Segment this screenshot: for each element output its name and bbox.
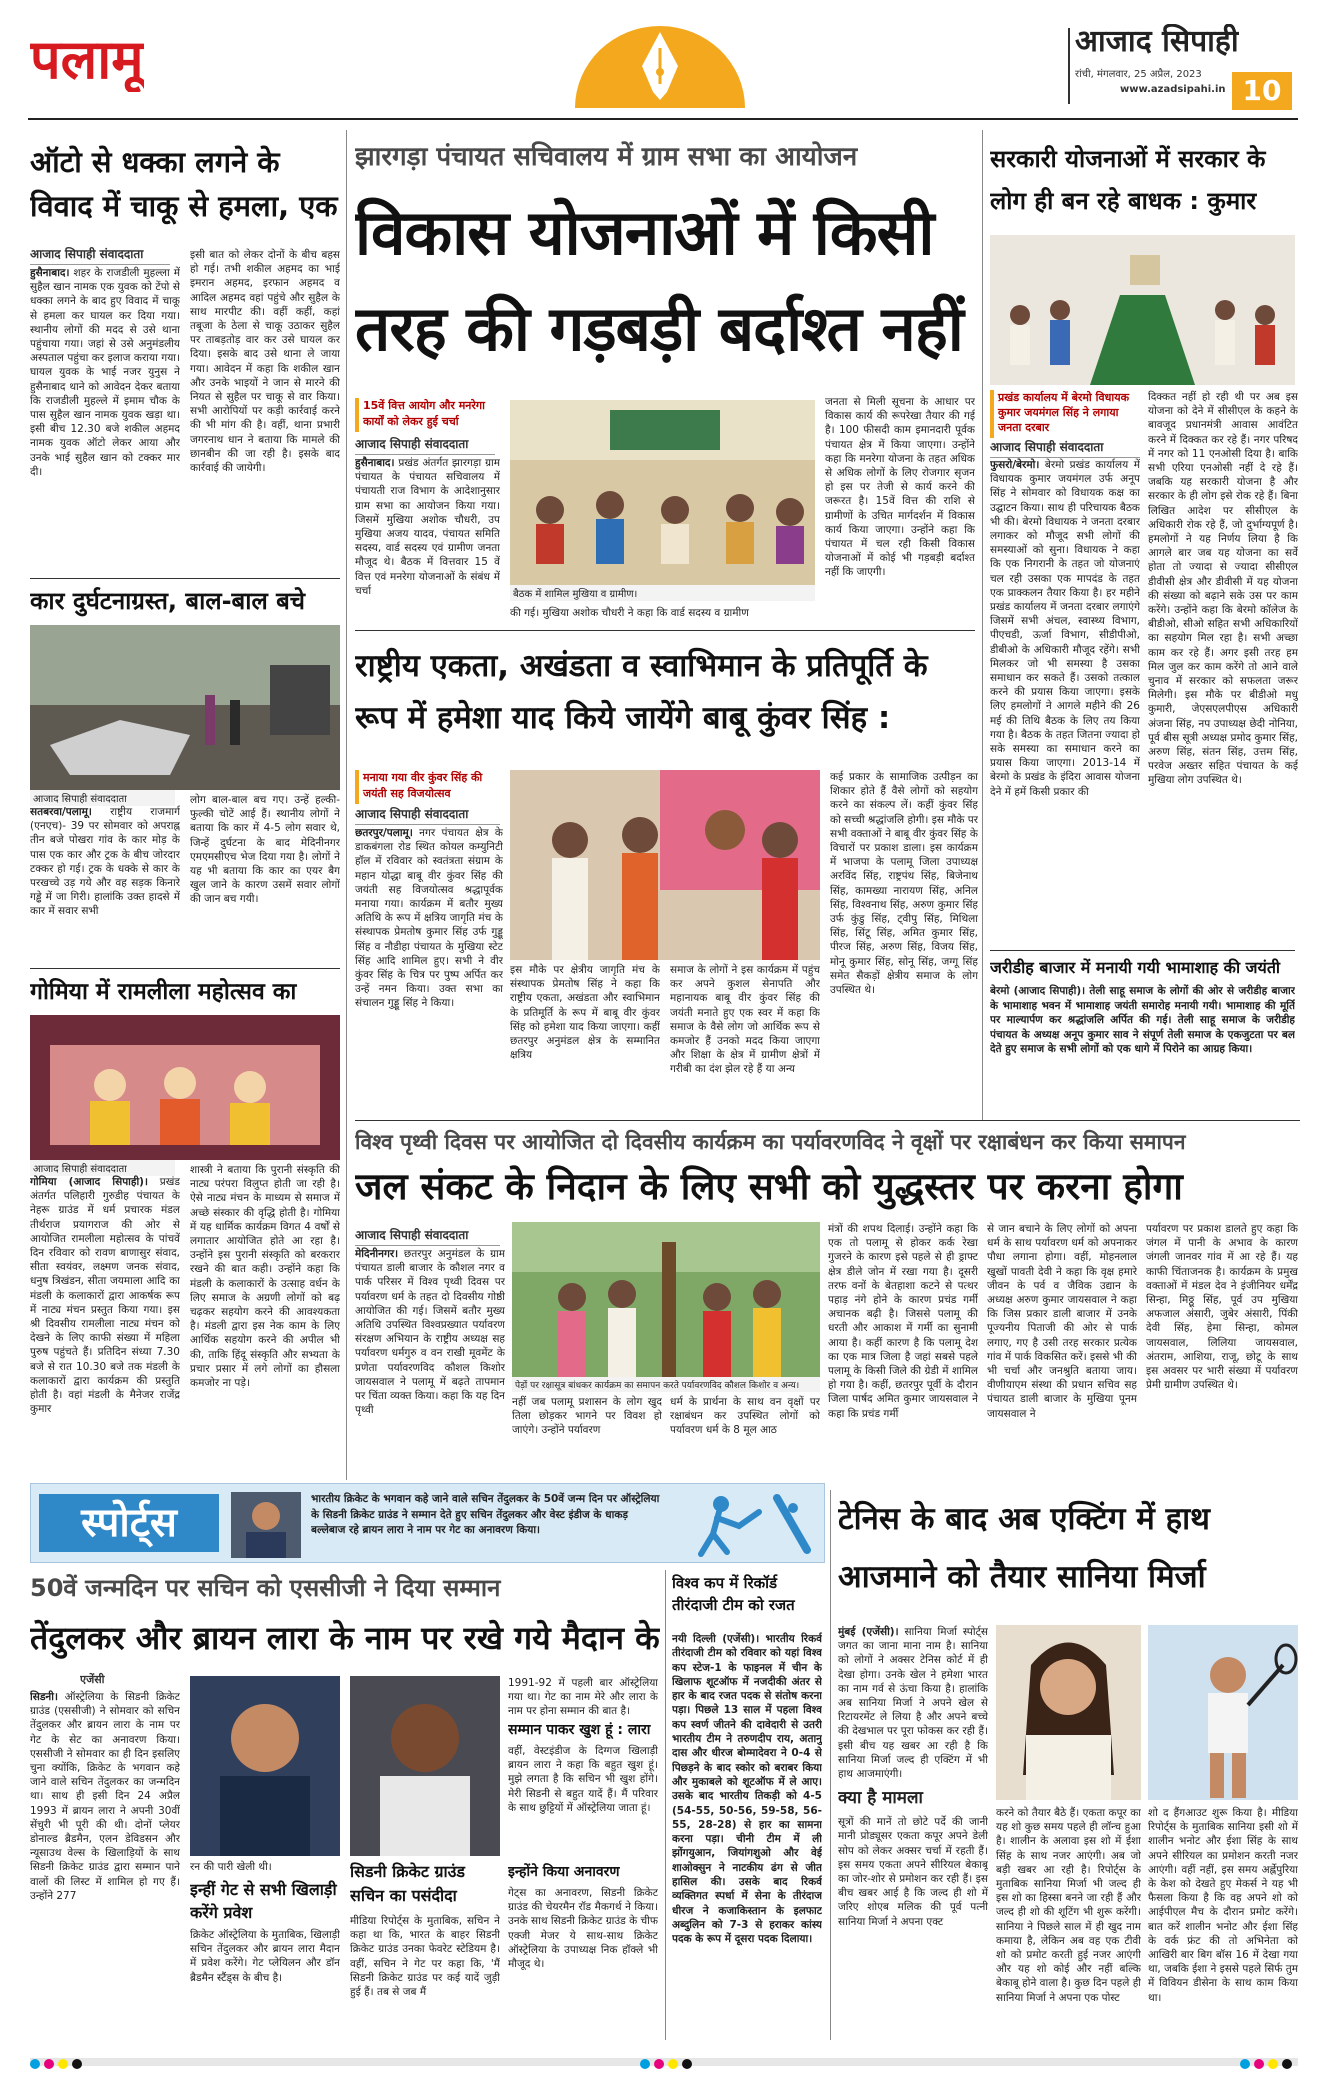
- ramlila-photo: [30, 1015, 340, 1160]
- sachin-col4: वहीं, वेस्टइंडीज के दिग्गज खिलाड़ी ब्रायन लारा ने कहा कि बहुत खुश हूं। मुझे लगता है कि सचिन भी खुश होंगे। मेरी सिडनी से बहुत यादें हैं। मैं परिवार के साथ छुट्टियों में ऑस्ट्रेलिया जाता हूं।: [508, 1745, 658, 1814]
- sania-tennis-photo: [1148, 1625, 1298, 1800]
- kunwar-col4: कई प्रकार के सामाजिक उत्पीड़न का शिकार होते हैं वैसे लोगों को सहयोग करने का संकल्प लें। कहीं कुंवर सिंह को सच्ची श्रद्धांजलि होगी। इस मौके पर सभी वक्ताओं ने बाबू वीर कुंवर सिंह के विचारों पर प्रकाश डाला। इस कार्यक्रम में भाजपा के पलामू जिला उपाध्यक्ष अरविंद सिंह, राष्ट्रपंथ सिंह, बिजेनाथ सिंह, कामख्या नारायण सिंह, अनिल सिंह, विश्वनाथ सिंह, अरुण कुमार सिंह उर्फ कुंडु सिंह, ट्वीपु सिंह, मिथिला सिंह, सिंटू सिंह, अमित कुमार सिंह, पीरज सिंह, अरुण सिंह, विजय सिंह, मोनू कुमार सिंह, सोनू सिंह, जग्गू सिंह समेत सैकड़ों क्षेत्रीय समाज के लोग उपस्थित थे।: [830, 771, 978, 997]
- paper-name: आजाद सिपाही: [1075, 24, 1239, 59]
- archery-body: नयी दिल्ली (एजेंसी)। भारतीय रिकर्व तीरंदाजी टीम को रविवार को यहां विश्व कप स्टेज-1 के फाइनल में चीन के खिलाफ शूटऑफ में नजदीकी अंतर से हार के बाद रजत पदक से संतोष करना पड़ा। पिछले 13 साल में पहला विश्व कप स्वर्ण जीतने की दावेदारी से उतरी भारतीय टीम ने तरुणदीप राय, अतानु दास और धीरज बोम्मादेवरा ने 0-4 से पिछड़ने के बाद स्कोर को बराबर किया और मुकाबले को शूटऑफ में ले आए। उसके बाद भारतीय तिकड़ी को 4-5 (54-55, 50-56, 59-58, 56-55, 28-28) से हार का सामना करना पड़ा। चीनी टीम में ली झोंगयुआन, जियांगशुओ और वेई शाओक्सुन ने नाटकीय ढंग से जीत हासिल की। उसके बाद रिकर्व व्यक्तिगत स्पर्धा में सेना के तीरंदाज धीरज ने कजाकिस्तान के इलफाट अब्दुलिन को 7-3 से हराकर कांस्य पदक के रूप में दूसरा पदक दिलाया।: [672, 1633, 822, 1946]
- cricket-icon: [681, 1490, 819, 1558]
- sachin-col2: क्रिकेट ऑस्ट्रेलिया के मुताबिक, खिलाड़ी सचिन तेंदुलकर और ब्रायन लारा मैदान में प्रवेश करेंगे। गेट प्लेयिलन और डॉन ब्रैडमैन स्टैंड्स के बीच है।: [190, 1929, 340, 1984]
- sports-promo: भारतीय क्रिकेट के भगवान कहे जाने वाले सचिन तेंदुलकर के 50वें जन्म दिन पर ऑस्ट्रेलिया के सिडनी क्रिकेट ग्राउंड ने सम्मान देते हुए सचिन तेंदुलकर और वेस्ट इंडीज के धाकड़ बल्लेबाज रहे ब्रायन लारा ने नाम पर गेट का अनावरण किया।: [311, 1493, 660, 1536]
- kunwar-lead: छतरपुर/पलामू।: [355, 827, 413, 839]
- archery-headline: विश्व कप में रिकॉर्ड तीरंदाजी टीम को रजत: [672, 1574, 795, 1614]
- column-rule: [665, 1570, 666, 2040]
- ashok-body-1: प्रखंड अंतर्गत झारगड़ा ग्राम पंचायत के पंचायत सचिवालय में पंचायती राज विभाग के आदेशानुसार ग्राम सभा का आयोजन किया गया। जिसमें मुखिया अशोक चौधरी, उप मुखिया अजय यादव, पंचायत समिति सदस्य, वार्ड सदस्य एवं ग्रामीण जनता मौजूद थे। बैठक में वित्तवार 15 वें वित्त एवं मनरेगा योजनाओं के संबंध में चर्चा: [355, 457, 500, 597]
- rule: [355, 630, 975, 631]
- jal-lead: मेदिनीनगर।: [355, 1248, 399, 1260]
- website: www.azadsipahi.in: [1120, 84, 1226, 95]
- section-title: पलामू: [30, 28, 144, 91]
- kunwar-headline: राष्ट्रीय एकता, अखंडता व स्वाभिमान के प्रतिपूर्ति के रूप में हमेशा याद किये जायेंगे बाबू कुंवर सिंह :: [355, 648, 928, 736]
- kunwar-col3: समाज के लोगों ने इस कार्यक्रम में पहुंच कर अपने कुशल सेनापति और महानायक बाबू वीर कुंवर सिंह की जयंती मनाते हुए एक स्वर में कहा कि समाज के वैसे लोग जो आर्थिक रूप से कमजोर हैं उनको मदद किया जाएगा और शिक्षा के क्षेत्र में ग्रामीण क्षेत्रों में गरीबी का दंश झेल रहे हैं या अन्य: [670, 964, 820, 1076]
- ashok-col2: की गई। मुखिया अशोक चौधरी ने कहा कि वार्ड सदस्य व ग्रामीण: [510, 607, 749, 619]
- ashok-subhead: 15वें वित्त आयोग और मनरेगा कार्यों को लेकर हुई चर्चा: [355, 398, 495, 432]
- gram-sabha-photo: [510, 400, 815, 585]
- sachin-lead: सिडनी।: [30, 1691, 58, 1703]
- jaimangal-col1: [990, 458, 1140, 946]
- ramlila-col1: [30, 1175, 180, 1475]
- ramlila-caption: आजाद सिपाही संवाददाता: [30, 1160, 175, 1176]
- jal-col6: पर्यावरण पर प्रकाश डालते हुए कहा कि जंगल में पानी के अभाव के कारण जंगली जानवर गांव में आ रहे हैं। यह काफी चिंताजनक है। कार्यक्रम के प्रमुख वक्ताओं में मंडल देव ने इंजीनियर धर्मेंद्र सिन्हा, मिठ्ठू सिंह, पूर्व उप मुखिया अफजाल अंसारी, जुबेर अंसारी, पिंकी देवी सिंह, हेमा सिन्हा, कोमल जायसवाल, लिलिया जायसवाल, अंतराम, आशिया, राजू, छोटू के साथ इस अवसर पर भारी संख्या में पर्यावरण प्रेमी ग्रामीण उपस्थित थे।: [1146, 1223, 1298, 1392]
- kunwar-subhead: मनाया गया वीर कुंवर सिंह की जयंती सह विजयोत्सव: [355, 770, 500, 804]
- car-accident-photo: [30, 625, 340, 790]
- car-caption: आजाद सिपाही संवाददाता: [30, 790, 175, 806]
- jaimangal-subhead: प्रखंड कार्यालय में बेरमो विधायक कुमार जयमंगल सिंह ने लगाया जनता दरबार: [990, 390, 1140, 438]
- color-dots-left: [30, 2054, 86, 2072]
- kunwar-byline: आजाद सिपाही संवाददाता: [355, 805, 500, 825]
- ashok-kicker: झारगड़ा पंचायत सचिवालय में ग्राम सभा का आयोजन: [355, 142, 858, 172]
- ashok-col1: [355, 456, 500, 626]
- column-rule: [830, 1490, 831, 2040]
- ramlila-headline: गोमिया में रामलीला महोत्सव का: [30, 979, 297, 1005]
- sania-subhead: क्या है मामला: [838, 1788, 923, 1809]
- sania-col1: [838, 1625, 988, 2040]
- sachin-col2-top: रन की पारी खेली थी।: [190, 1861, 272, 1873]
- sachin-headline: तेंदुलकर और ब्रायन लारा के नाम पर रखे गये मैदान के: [30, 1619, 660, 1657]
- kunwar-body-1: नगर पंचायत क्षेत्र के डाकबंगला रोड स्थित कोयल कम्युनिटी हॉल में रविवार को स्वतंत्रता संग्राम के महान योद्धा बाबू वीर कुंवर सिंह की जयंती सह विजयोत्सव श्रद्धापूर्वक मनाया गया। कार्यक्रम में बतौर मुख्य अतिथि के रूप में क्षत्रिय जागृति मंच के संस्थापक प्रेमतोष कुमार सिंह उर्फ गुड्डू सिंह व नौडीहा पंचायत के मुखिया स्टेट सिंह आदि शामिल हुए। सभी ने वीर कुंवर सिंह के चित्र पर पुष्प अर्पित कर उन्हें नमन किया। उक्त सभा का संचालन गुड्डू सिंह ने किया।: [355, 827, 503, 1010]
- jal-col5: से जान बचाने के लिए लोगों को अपना धर्म के साथ पर्यावरण धर्म को अपनाकर पौधा लगाना होगा। वहीं, मोहनलाल खुखों पावती देवी ने कहा कि वृक्ष हमारे जीवन के पर्व व जैविक उद्यान के अध्यक्ष अरुण कुमार जायसवाल ने कहा कि जिस प्रकार डाली बाजार में उनके पूज्यनीय पिताजी की ओर से पार्क लगाए, गए है उसी तरह सरकार प्रत्येक गांव में पार्क विकसित करें। इससे भी की भी चर्चा और जनश्रुति बताया जाय। वीणीयाएम संस्था की प्रधान सचिव सह पंचायत डाली बाजार के मुखिया पूनम जायसवाल ने: [987, 1223, 1137, 1420]
- masthead-divider: [1068, 28, 1070, 104]
- sachin-body-1: ऑस्ट्रेलिया के सिडनी क्रिकेट ग्राउंड (एससीजी) ने सोमवार को सचिन तेंदुलकर और ब्रायन लारा के नाम पर गेट के सेट का अनावरण किया। एससीजी ने सोमवार का ही दिन इसलिए चुना क्योंकि, क्रिकेट के भगवान कहे जाने वाले सचिन तेंदुलकर का जन्मदिन था। साथ ही इसी दिन 24 अप्रैल 1993 में ब्रायन लारा ने अपनी 30वीं सेंचुरी भी पूरी की थी। दोनों प्लेयर डोनाल्ड ब्रैडमैन, एलन डेविडसन और न्यूसाउथ वेल्स के खिलाड़ियों के साथ सिडनी क्रिकेट ग्राउंड द्वारा सम्मान पाने वालों की लिस्ट में शामिल हो गए हैं। उन्होंने 277: [30, 1691, 180, 1902]
- sania-col2: करने को तैयार बैठे हैं। एकता कपूर का यह शो कुछ समय पहले ही लॉन्च हुआ है। शालीन के अलावा इस शो में ईशा सिंह के साथ नजर आएंगी। अब जो बड़ी खबर आ रही है। रिपोर्ट्स के मुताबिक सानिया मिर्जा भी जल्द ही इस शो का हिस्सा बनने जा रही हैं और जल्द ही शो की शूटिंग भी शुरू करेंगी। सानिया ने पिछले साल में ही खुद नाम कमाया है, लेकिन अब वह एक टीवी शो को प्रमोट करती हुई नजर आएंगी और यह शो कोई और नहीं बल्कि बेकाबू होने वाला है। कुछ दिन पहले ही सानिया मिर्जा ने अपना एक पोस्ट: [996, 1807, 1141, 2004]
- car-headline: कार दुर्घटनाग्रस्त, बाल-बाल बचे: [30, 587, 306, 615]
- sachin-col4-top: 1991-92 में पहली बार ऑस्ट्रेलिया गया था। गेट का नाम मेरे और लारा के नाम पर होना सम्मान की बात है।: [508, 1677, 658, 1718]
- color-dots-right: [1240, 2054, 1296, 2072]
- sachin-photo: [190, 1676, 340, 1856]
- color-dots-center: [640, 2054, 696, 2072]
- jal-col3: धर्म के प्रार्थना के साथ वन वृक्षों पर रक्षाबंधन कर उपस्थित लोगों को पर्यावरण धर्म के 8 मूल आठ: [670, 1396, 820, 1437]
- sania-headline: टेनिस के बाद अब एक्टिंग में हाथ आजमाने को तैयार सानिया मिर्जा: [838, 1501, 1210, 1595]
- rule: [30, 968, 340, 969]
- kunwar-col2: इस मौके पर क्षेत्रीय जागृति मंच के संस्थापक प्रेमतोष सिंह ने कहा कि राष्ट्रीय एकता, अखंडता और स्वाभिमान के प्रतिमूर्ति के रूप में बाबू वीर कुंवर सिंह को हमेशा याद किया जाएगा। कहीं छतरपुर अनुमंडल क्षेत्र के सम्मानित क्षत्रिय: [510, 964, 660, 1062]
- jaimangal-headline: सरकारी योजनाओं में सरकार के लोग ही बन रहे बाधक : कुमार: [990, 145, 1266, 215]
- sachin-col3: मीडिया रिपोर्ट्स के मुताबिक, सचिन ने कहा था कि, भारत के बाहर सिडनी क्रिकेट ग्राउंड उनका फेवरेट स्टेडियम है। वहीं, सचिन ने गेट पर कहा कि, 'मैं सिडनी क्रिकेट ग्राउंड पर कई यादें जुड़ी हुई हैं। तब से जब मैं: [350, 1915, 500, 1999]
- jal-col1: [355, 1247, 505, 1475]
- jal-body-1: छतरपुर अनुमंडल के ग्राम पंचायत डाली बाजार के कौशल नगर व पार्क परिसर में विश्व पृथ्वी दिवस पर पर्यावरण धर्म के तहत दो दिवसीय गोष्ठी आयोजित की गई। जिसमें बतौर मुख्य अतिथि उपस्थित विश्वप्रख्यात पर्यावरण संरक्षण अभियान के राष्ट्रीय अध्यक्ष सह पर्यावरण धर्मगुरु व वन राखी मूवमेंट के प्रणेता पर्यावरणविद कौशल किशोर जायसवाल ने पलामू में बढ़ते तापमान पर चिंता व्यक्त किया। कहा कि यह दिन पृथ्वी: [355, 1248, 505, 1417]
- lara-subhead: सम्मान पाकर खुश हूं : लारा: [508, 1722, 651, 1738]
- ashok-headline: विकास योजनाओं में किसी तरह की गड़बड़ी बर्दाश्त नहीं: [355, 196, 963, 365]
- dateline: रांची, मंगलवार, 25 अप्रैल, 2023: [1075, 69, 1202, 80]
- tree-rakhi-caption: पेड़ों पर रक्षासूत्र बांधकर कार्यक्रम का समापन करते पर्यावरणविद कौशल किशोर व अन्य।: [512, 1377, 820, 1392]
- auto-lead: हुसैनाबाद।: [30, 267, 70, 279]
- jaimangal-body-1: बेरमो प्रखंड कार्यालय में विधायक कुमार जयमंगल उर्फ अनूप सिंह ने सोमवार को विधायक कक्ष का उद्घाटन किया। साथ ही परिचायक बैठक भी की। बेरमो विधायक ने जनता दरबार लगाकर को मौजूद सभी लोगों की समस्याओं को सुना। विधायक ने कहा कि एक निगरानी के तहत जो योजनाएं चल रही उसका एक मापदंड के तहत एक प्राक्कलन तैयार किया है। हर महीने प्रखंड कार्यालय में जनता दरबार लगाएंगे जिसमें सभी अंचल, स्वास्थ्य विभाग, पीएचडी, ऊर्जा विभाग, सीडीपीओ, डीबीओ के अधिकारी मौजूद रहेंगे। सभी मिलकर जो भी समस्या है उसका समाधान कर सकते हैं। उसको तत्काल करने की प्रयास किया जाएगा। इसके लिए हमलोगों ने आगले महीने की 26 मई की तिथि बैठक के लिए तय किया गया है। बैठक के तहत जितना ज्यादा हो सके समस्या का समाधान करने का प्रयास किया जाएगा। 2013-14 में बेरमो के प्रखंड के इंदिरा आवास योजना देने में हमें किसी प्रकार की: [990, 459, 1140, 798]
- sania-body-1: सानिया मिर्जा स्पोर्ट्स जगत का जाना माना नाम है। सानिया को लोगों ने अक्सर टेनिस कोर्ट में ही देखा होगा। उनके खेल ने हमेशा भारत का नाम गर्व से ऊंचा किया है। हालांकि अब सानिया मिर्जा ने अपने खेल से रिटायरमेंट ले लिया है और अपने बच्चे की देखभाल पर पूरा फोकस कर रही हैं। इसी बीच यह खबर आ रही है कि सानिया मिर्जा जल्द ही एक्टिंग में भी हाथ आजमाएंगी।: [838, 1626, 988, 1781]
- gate-subhead: इन्हीं गेट से सभी खिलाड़ी करेंगे प्रवेश: [190, 1880, 337, 1922]
- ramlila-col2: शास्त्री ने बताया कि पुरानी संस्कृति की नाट्य परंपरा विलुप्त होती जा रही है। ऐसे नाट्य मंचन के माध्यम से समाज में अच्छे संस्कार की वृद्धि होती है। गोमिया में यह धार्मिक कार्यक्रम विगत 4 वर्षों से लगातार आयोजित होते आ रहा है। उन्होंने इस पुरानी संस्कृति को बरकरार रखने की बात कही। उन्होंने कहा कि मंडली के कलाकारों के उत्साह वर्धन के लिए समाज के अग्रणी लोगों को बढ़ चढ़कर सहयोग करने की आवश्यकता है। मंडली द्वारा इस नेक काम के लिए आर्थिक सहयोग करने की अपील भी की, ताकि हिंदू संस्कृति और सभ्यता के प्रचार प्रसार में लगे लोगों का हौसला कमजोर ना पड़े।: [190, 1164, 340, 1390]
- page-number: 10: [1232, 72, 1292, 110]
- sania-body-1b: सूत्रों की मानें तो छोटे पर्दे की जानी मानी प्रोड्यूसर एकता कपूर अपने डेली सोप को लेकर अक्सर चर्चा में रहती हैं। इस समय एकता अपने सीरियल बेकाबू का जोर-शोर से प्रमोशन कर रही हैं। इस बीच खबर आई है कि जल्द ही शो में जरिए शोएब मलिक की पूर्व पत्नी सानिया मिर्जा ने अपना एक्ट: [838, 1816, 988, 1928]
- pen-nib-icon: [575, 26, 745, 108]
- ashok-byline: आजाद सिपाही संवाददाता: [355, 435, 495, 455]
- jaimangal-byline: आजाद सिपाही संवाददाता: [990, 438, 1140, 458]
- jaimangal-col2: दिक्कत नहीं हो रही थी पर अब इस योजना को देने में सीसीएल के कहने के बावजूद प्रधानमंत्री आवास आवंटित करने में दिक्कत कर रहे हैं। नगर परिषद में नगर को 11 एनओसी दिया है। बाकि सभी एरिया एनओसी नहीं दे रहे हैं। जबकि यह सरकारी योजना है और सरकार के ही लोग इसे रोक रहे हैं। बिना लिखित आदेश पर सीसीएल के अधिकारी रोक रहे हैं, जो दुर्भाग्यपूर्ण है। हमलोगों ने यह निर्णय लिया है कि आगले बार जब यह योजना का सर्वे होता तो ज्यादा से ज्यादा सीसीएल डीवीसी क्षेत्र और डीवीसी में यह योजना की संख्या को बढ़ाने सके उस पर काम करेंगे। उन्होंने कहा कि बेरमो कॉलेज के बीडीओ, सीओ सहित सभी अधिकारियों का सहयोग मिल रहा है। सभी अच्छा काम कर रहे हैं। अगर इसी तरह हम मिल जुल कर काम करेंगे तो आने वाले चुनाव में सरकार को सफलता जरूर मिलेगी। इस मौके पर बीडीओ मधु कुमारी, जेएसएलपीएस अधिकारी अंजना सिंह, नप उपाध्यक्ष छेदी नोनिया, पूर्व बीस सूत्री अध्यक्ष प्रमोद कुमार सिंह, अरुण सिंह, संतन सिंह, उत्तम सिंह, परवेज अख्तर सहित पंचायत के कई मुखिया लोग उपस्थित थे।: [1148, 391, 1298, 787]
- masthead: [0, 0, 1325, 112]
- print-registration-strip: [30, 2052, 1298, 2072]
- auto-byline: आजाद सिपाही संवाददाता: [30, 245, 170, 265]
- column-rule: [982, 130, 983, 1120]
- unveil-subhead: इन्होंने किया अनावरण: [508, 1864, 620, 1880]
- jaimangal-lead: फुसरो/बेरमो।: [990, 459, 1040, 471]
- ashok-col3: जनता से मिली सूचना के आधार पर विकास कार्य की रूपरेखा तैयार की गई है। 100 फीसदी काम इमानदारी पूर्वक पंचायत क्षेत्र में किया जाएगा। उन्होंने कहा कि मनरेगा योजना के तहत अधिक से अधिक लोगों के लिए रोजगार सृजन हो इस पर तेजी से कार्य करने की जरूरत है। 15वें वित्त की राशि से ग्रामीणों के उचित मार्गदर्शन में विकास कार्य किया जाएगा। उन्होंने कहा कि पंचायत में चल रही किसी विकास योजनाओं में कोई भी गड़बड़ी बर्दाश्त नहीं कि जाएगी।: [825, 396, 975, 579]
- auto-body-1: शहर के राजडीली मुहल्ला में सुहैल खान नामक एक युवक को टेंपो से धक्का लगने के बाद हुए विवाद में चाकू से हमला कर घायल कर दिया गया। स्थानीय लोगों की मदद से उसे थाना पहुंचाया गया। जहां से उसे अनुमंडलीय अस्पताल पहुंचा कर इलाज कराया गया। घायल युवक के भाई नजर युनुस ने हुसैनाबाद थाने को आवेदन देकर बताया कि राजडीली मुहल्ले में इमाम चौक के पास सुहैल खान नामक युवक खड़ा था। इसी बीच 12.30 बजे शकील अहमद नामक युवक ऑटो लेकर आया और उनके भाई सुहैल खान को टक्कर मार दी।: [30, 267, 180, 478]
- kunwar-singh-photo: [510, 770, 820, 960]
- jal-kicker: विश्व पृथ्वी दिवस पर आयोजित दो दिवसीय कार्यक्रम का पर्यावरणविद ने वृक्षों पर रक्षाबंधन कर किया समापन: [355, 1130, 1186, 1154]
- rule: [30, 578, 340, 579]
- rule: [990, 950, 1295, 951]
- sports-label: स्पोर्ट्स: [39, 1494, 219, 1552]
- masthead-logo: [575, 26, 745, 108]
- column-rule: [346, 130, 347, 1480]
- jal-headline: जल संकट के निदान के लिए सभी को युद्धस्तर पर करना होगा: [355, 1165, 1183, 1208]
- gram-sabha-caption: बैठक में शामिल मुखिया व ग्रामीण।: [510, 585, 815, 601]
- jaimangal-meeting-photo: [990, 235, 1295, 385]
- sania-col3: शो द हैंगआउट शुरू किया है। मीडिया रिपोर्ट्स के मुताबिक सानिया इसी शो में शालीन भनोट और ईशा सिंह के साथ अपने सीरियल का प्रमोशन करती नजर आएंगी। वहीं नहीं, इस समय अर्ह्नेपुरिया के केश को देखते हुए मेकर्स ने यह भी फैसला किया है कि वह अपने शो को आईपीएल मैच के दौरान प्रमोट करेंगे। बात करें शालीन भनोट और ईशा सिंह के वर्क फ्रंट की तो अभिनेता को आखिरी बार बिग बॉस 16 में देखा गया था, जबकि ईशा ने इससे पहले सिर्फ तुम में विवियन डीसेना के साथ काम किया था।: [1148, 1807, 1298, 2004]
- auto-headline: ऑटो से धक्का लगने के विवाद में चाकू से हमला, एक: [30, 145, 338, 223]
- jal-col2: नहीं जब पलामू प्रशासन के लोग खुद तिला छोड़कर भागने पर विवश हो जाएंगे। उन्होंने पर्यावरण: [512, 1396, 662, 1437]
- sania-photo: [996, 1625, 1141, 1800]
- ramlila-body-1: प्रखंड अंतर्गत पलिहारी गुरुडीह पंचायत के नेहरू ग्राउंड में धर्म प्रचारक मंडल तीर्थराज प्रयागराज की ओर से आयोजित रामलीला महोत्सव के पांचवें दिन रविवार को रावण बाणासुर संवाद, सीता स्वयंवर, लक्ष्मण जनक संवाद, धनुष त्रिखंडन, सीता जयमाला आदि का मंडली के कलाकारों द्वारा आकर्षक रूप में नाट्य मंचन प्रस्तुत किया गया। इस श्री दिवसीय रामलीला नाट्य मंचन को देखने के लिए काफी संख्या में महिला पुरुष पहुंचते हैं। प्रतिदिन संध्या 7.30 बजे से रात 10.30 बजे तक मंडली के कलाकारों द्वारा कार्यक्रम की प्रस्तुति होती है। वहां मंडली के मैनेजर राजेंद्र कुमार: [30, 1176, 180, 1416]
- top-rule: [28, 118, 1298, 120]
- jal-byline: आजाद सिपाही संवाददाता: [355, 1226, 500, 1246]
- sania-lead: मुंबई (एजेंसी)।: [838, 1626, 899, 1638]
- lara-photo: [350, 1676, 500, 1856]
- ashok-lead: हुसैनाबाद।: [355, 457, 395, 469]
- car-col2: लोग बाल-बाल बच गए। उन्हें हल्की-फुल्की चोटें आई हैं। स्थानीय लोगों ने बताया कि कार में 4-5 लोग सवार थे, जिन्हें दुर्घटना के बाद मेदिनीनगर एमएमसीएच भेज दिया गया है। लोगों ने यह भी बताया कि कार का एयर बैग खुल जाने के कारण उसमें सवार लोगों की जान बच गयी।: [190, 794, 340, 906]
- sachin-kicker: 50वें जन्मदिन पर सचिन को एससीजी ने दिया सम्मान: [30, 1574, 501, 1602]
- sachin-col1: [30, 1690, 180, 2040]
- sachin-byline: एजेंसी: [80, 1673, 105, 1686]
- car-lead: सतबरवा/पलामू।: [30, 806, 92, 818]
- scg-subhead: सिडनी क्रिकेट ग्राउंड सचिन का पसंदीदा: [350, 1862, 465, 1905]
- rule: [355, 1120, 1300, 1121]
- auto-col1: [30, 266, 180, 576]
- jal-col4: मंत्रों की शपथ दिलाई। उन्होंने कहा कि एक तो पलामू से होकर कर्क रेखा गुजरने के कारण इसे पहले से ही ड्राफ्ट क्षेत्र डीले जोन में रखा गया है। दूसरी तरफ वनों के बेतहाशा कटने से पत्थर पहाड़ नंगे होने के कारण प्रचंड गर्मी अचानक बढ़ी है। जिससे पलामू की धरती और आकाश में गर्मी का सुनामी आया है। कहीं कारण है कि पलामू देश का एक मात्र जिला है जहां सबसे पहले पलामू के किसी जिले की ग्रेडी में शामिल हो गया है। कहीं, छतरपुर पूर्वी के दौरान जिला पार्षद अमित कुमार जायसवाल ने कहा कि प्रचंड गर्मी: [828, 1223, 978, 1420]
- bhamashah-headline: जरीडीह बाजार में मनायी गयी भामाशाह की जयंती: [990, 958, 1281, 977]
- sachin-thumb: [231, 1492, 301, 1558]
- sports-banner: [30, 1483, 825, 1563]
- ramlila-lead: गोमिया (आजाद सिपाही)।: [30, 1176, 148, 1188]
- sachin-col4b: गेट्स का अनावरण, सिडनी क्रिकेट ग्राउंड की चेयरमैन रॉड मैकगर्थ ने किया। उनके साथ सिडनी क्रिकेट ग्राउंड के चीफ एक्जी मेजर ये साथ-साथ क्रिकेट ऑस्ट्रेलिया के उपाध्यक्ष निक हॉक्ले भी मौजूद थे।: [508, 1887, 658, 1971]
- kunwar-col1: [355, 826, 503, 1116]
- tree-rakhi-photo: [512, 1222, 820, 1377]
- car-col1: [30, 805, 180, 965]
- car-body-1: राष्ट्रीय राजमार्ग (एनएच)- 39 पर सोमवार को अपराह्न तीन बजे पोखरा गांव के कार मोड़ के पास एक कार और ट्रक के बीच जोरदार टक्कर हो गई। ट्रक के धक्के से कार के परखच्चे उड़ गये और वह सड़क किनारे गड्ढे में जा गिरी। हालांकि उक्त हादसे में कार में सवार सभी: [30, 806, 180, 918]
- auto-col2: इसी बात को लेकर दोनों के बीच बहस हो गई। तभी शकील अहमद का भाई इमरान अहमद, इरफान अहमद व आदिल अहमद वहां पहुंचे और सुहैल के साथ मारपीट की। वहीं कहीं, कहां तबूजा के ठेला से चाकू उठाकर सुहैल पर ताबड़तोड़ वार कर उसे घायल कर दिया। इसके बाद उसे थाना ले जाया गया। आवेदन में कहा कि शकील खान और उनके भाइयों ने जान से मारने की नियत से सुहैल पर चाकू से वार किया। सभी आरोपियों पर कड़ी कार्रवाई करने की भी मांग की है। वहीं, थाना प्रभारी जगरनाथ धान ने बताया कि मामले की छानबीन की जा रही है। इसके बाद कार्रवाई की जायेगी।: [190, 249, 340, 475]
- bhamashah-body: बेरमो (आजाद सिपाही)। तेली साहू समाज के लोगों की ओर से जरीडीह बाजार के भामाशाह भवन में भामाशाह जयंती समारोह मनायी गयी। भामाशाह की मूर्ति पर माल्यार्पण कर श्रद्धांजलि अर्पित की गई। तेली साहू समाज के जरीडीह पंचायत के अध्यक्ष अनूप कुमार साव ने संपूर्ण तेली समाज के एकजुटता पर बल देते हुए समाज के सभी लोगों को एक धागे में पिरोने का आग्रह किया।: [990, 985, 1295, 1055]
